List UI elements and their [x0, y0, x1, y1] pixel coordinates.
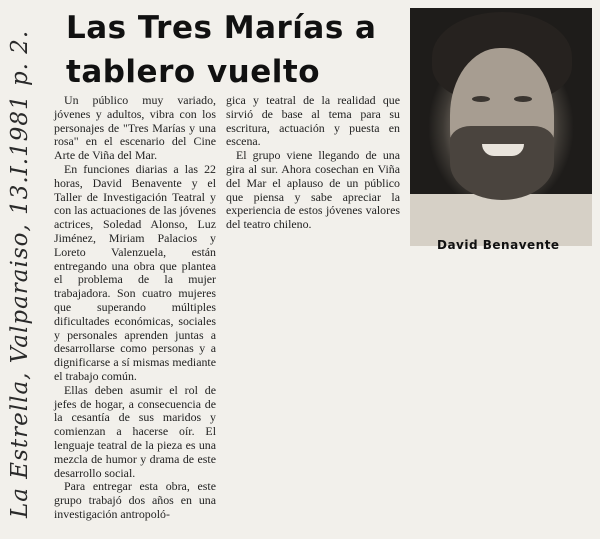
handwritten-source-date: La Estrella, Valparaiso, 13.I.1981 p. 2. [7, 29, 33, 518]
article-headline: Las Tres Marías a tablero vuelto [66, 10, 377, 90]
photo-caption: David Benavente [437, 238, 560, 252]
article-column-1 [54, 94, 216, 522]
portrait-photo [410, 8, 592, 246]
paragraph: gica y teatral de la realidad que sirvió de base al tema para su escritura, actuación y puesta en escena. [226, 93, 400, 149]
paragraph: Un público muy variado, jóvenes y adultos, vibra con los personajes de "Tres Marías y una rosa" en el escenario del Cine Arte de Viña del Mar. [54, 93, 216, 163]
paragraph: El grupo viene llegando de una gira al sur. Ahora cosechan en Viña del Mar el aplauso de un público que piensa y sabe apreciar la experiencia de estos jóvenes valores del teatro chileno. [226, 148, 400, 232]
paragraph: Ellas deben asumir el rol de jefes de hogar, a consecuencia de la cesantía de sus maridos y comienzan a hacerse oír. El lenguaje teatral de la pieza es una mezcla de humor y drama de este desarrollo social. [54, 382, 216, 480]
paragraph: En funciones diarias a las 22 horas, David Benavente y el Taller de Investigación Teatral y con las actuaciones de las jóvenes actrices, Soledad Alonso, Luz Jiménez, Miriam Palacios y Loreto Valenzuela, están entregando una obra que plantea el problema de la mujer trabajadora. Son cuatro mujeres que superando múltiples dificultades económicas, sociales y personales aprenden juntas a desarrollarse como personas y a dignificarse a sí mismas mediante el trabajo común. [54, 161, 216, 383]
handwritten-annotation [0, 22, 40, 518]
paragraph: Para entregar esta obra, este grupo trabajó dos años en una investigación antropoló- [54, 479, 216, 521]
article-column-2 [226, 94, 400, 232]
